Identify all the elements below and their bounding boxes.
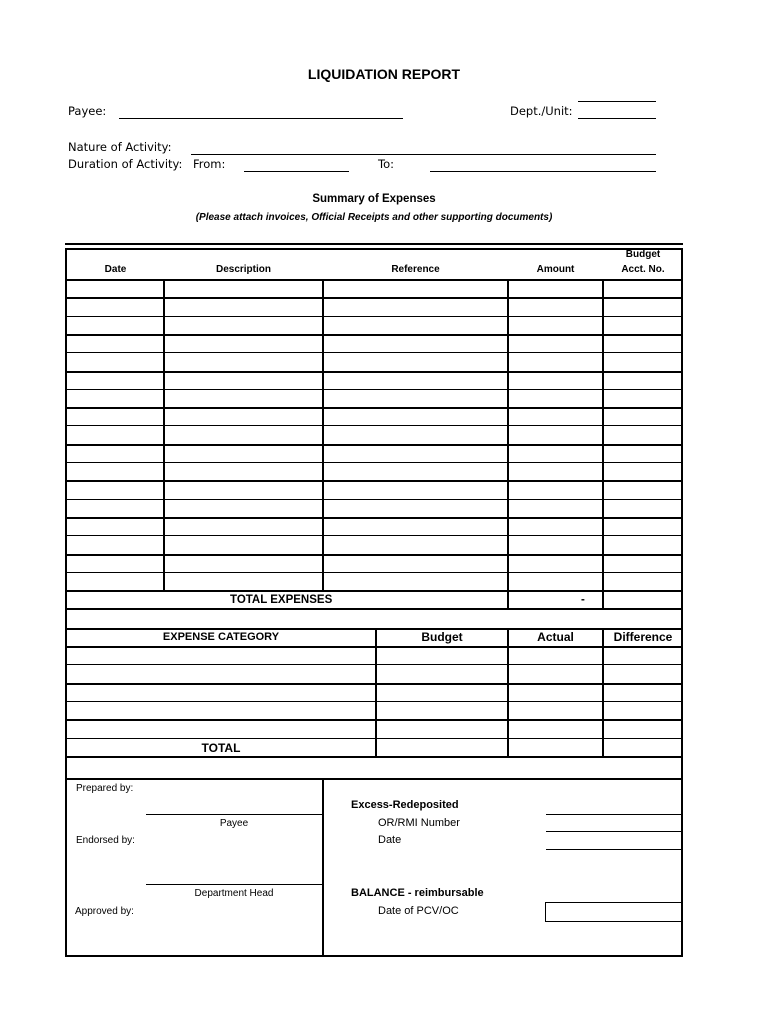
category-total-label: TOTAL [201, 741, 241, 755]
or-rmi-label: OR/RMI Number [378, 817, 460, 829]
category-row [65, 719, 683, 721]
nature-label: Nature of Activity: [68, 140, 172, 154]
summary-note: (Please attach invoices, Official Receipts and other supporting documents) [195, 212, 553, 223]
category-row [65, 701, 683, 702]
page-title: LIQUIDATION REPORT [307, 66, 461, 82]
excess-date-label: Date [378, 834, 402, 846]
balance-reimbursable-title: BALANCE - reimbursable [351, 887, 484, 899]
table-row [65, 590, 683, 592]
table-header-rule [65, 279, 683, 281]
table-row [65, 517, 683, 519]
duration-label: Duration of Activity: [68, 157, 183, 171]
table-row [65, 297, 683, 299]
signature-top-rule [65, 778, 683, 780]
table-top-rule [65, 243, 683, 245]
table-top-rule-2 [65, 248, 683, 250]
outer-right-border [681, 248, 683, 957]
category-row [65, 683, 683, 685]
category-total-rule [65, 756, 683, 758]
table-row [65, 352, 683, 353]
payee-field[interactable] [119, 118, 403, 119]
col-category-header: EXPENSE CATEGORY [162, 631, 280, 643]
signature-bottom-rule [65, 955, 683, 957]
approved-by-label: Approved by: [75, 906, 134, 917]
category-row [65, 664, 683, 665]
category-col-divider [602, 628, 604, 756]
col-amount-header: Amount [536, 264, 575, 275]
col-description-header: Description [215, 264, 271, 275]
table-col-divider [507, 279, 509, 590]
table-row [65, 371, 683, 373]
summary-title: Summary of Expenses [312, 193, 436, 205]
payee-signature-line[interactable] [146, 814, 322, 815]
category-col-divider [375, 628, 377, 756]
table-row [65, 316, 683, 317]
dept-field-top-line [578, 101, 656, 102]
total-expenses-amount: - [581, 594, 585, 606]
department-head-caption: Department Head [194, 888, 274, 899]
table-row [65, 407, 683, 409]
payee-caption: Payee [219, 818, 249, 829]
table-col-divider [602, 279, 604, 590]
table-row [65, 535, 683, 536]
col-cat-budget-header: Budget [421, 630, 463, 644]
table-row [65, 572, 683, 573]
col-cat-difference-header: Difference [613, 630, 673, 644]
to-label: To: [378, 157, 394, 171]
table-row [65, 334, 683, 336]
table-row [65, 389, 683, 390]
excess-redeposited-title: Excess-Redeposited [351, 799, 459, 811]
table-row [65, 499, 683, 500]
total-col-divider [602, 590, 604, 608]
from-label: From: [193, 157, 226, 171]
signature-divider [322, 779, 324, 957]
total-col-divider [507, 590, 509, 608]
department-head-signature-line[interactable] [146, 884, 322, 885]
table-row [65, 554, 683, 556]
table-row [65, 462, 683, 463]
payee-label: Payee: [68, 104, 107, 118]
endorsed-by-label: Endorsed by: [76, 835, 135, 846]
col-acct-header: Acct. No. [621, 264, 665, 275]
dept-label: Dept./Unit: [510, 104, 573, 118]
excess-date-field[interactable] [546, 849, 682, 850]
dept-field[interactable] [578, 118, 656, 119]
table-col-divider [163, 279, 165, 590]
col-budget-header: Budget [625, 249, 661, 260]
outer-left-border [65, 248, 67, 957]
col-date-header: Date [104, 264, 127, 275]
table-row [65, 480, 683, 482]
date-pcv-label: Date of PCV/OC [378, 905, 459, 917]
table-row [65, 444, 683, 446]
category-row [65, 738, 683, 739]
col-reference-header: Reference [391, 264, 440, 275]
col-cat-actual-header: Actual [537, 630, 574, 644]
table-row [65, 425, 683, 426]
table-col-divider [322, 279, 324, 590]
category-col-divider [507, 628, 509, 756]
total-expenses-label: TOTAL EXPENSES [230, 594, 333, 606]
nature-field[interactable] [191, 154, 656, 155]
excess-amount-field[interactable] [546, 814, 682, 815]
prepared-by-label: Prepared by: [76, 783, 134, 794]
from-field[interactable] [244, 171, 349, 172]
date-pcv-field[interactable] [545, 902, 683, 922]
to-field[interactable] [430, 171, 656, 172]
category-header-rule [65, 646, 683, 648]
or-rmi-field[interactable] [546, 831, 682, 832]
total-row-bottom-rule [65, 608, 683, 610]
